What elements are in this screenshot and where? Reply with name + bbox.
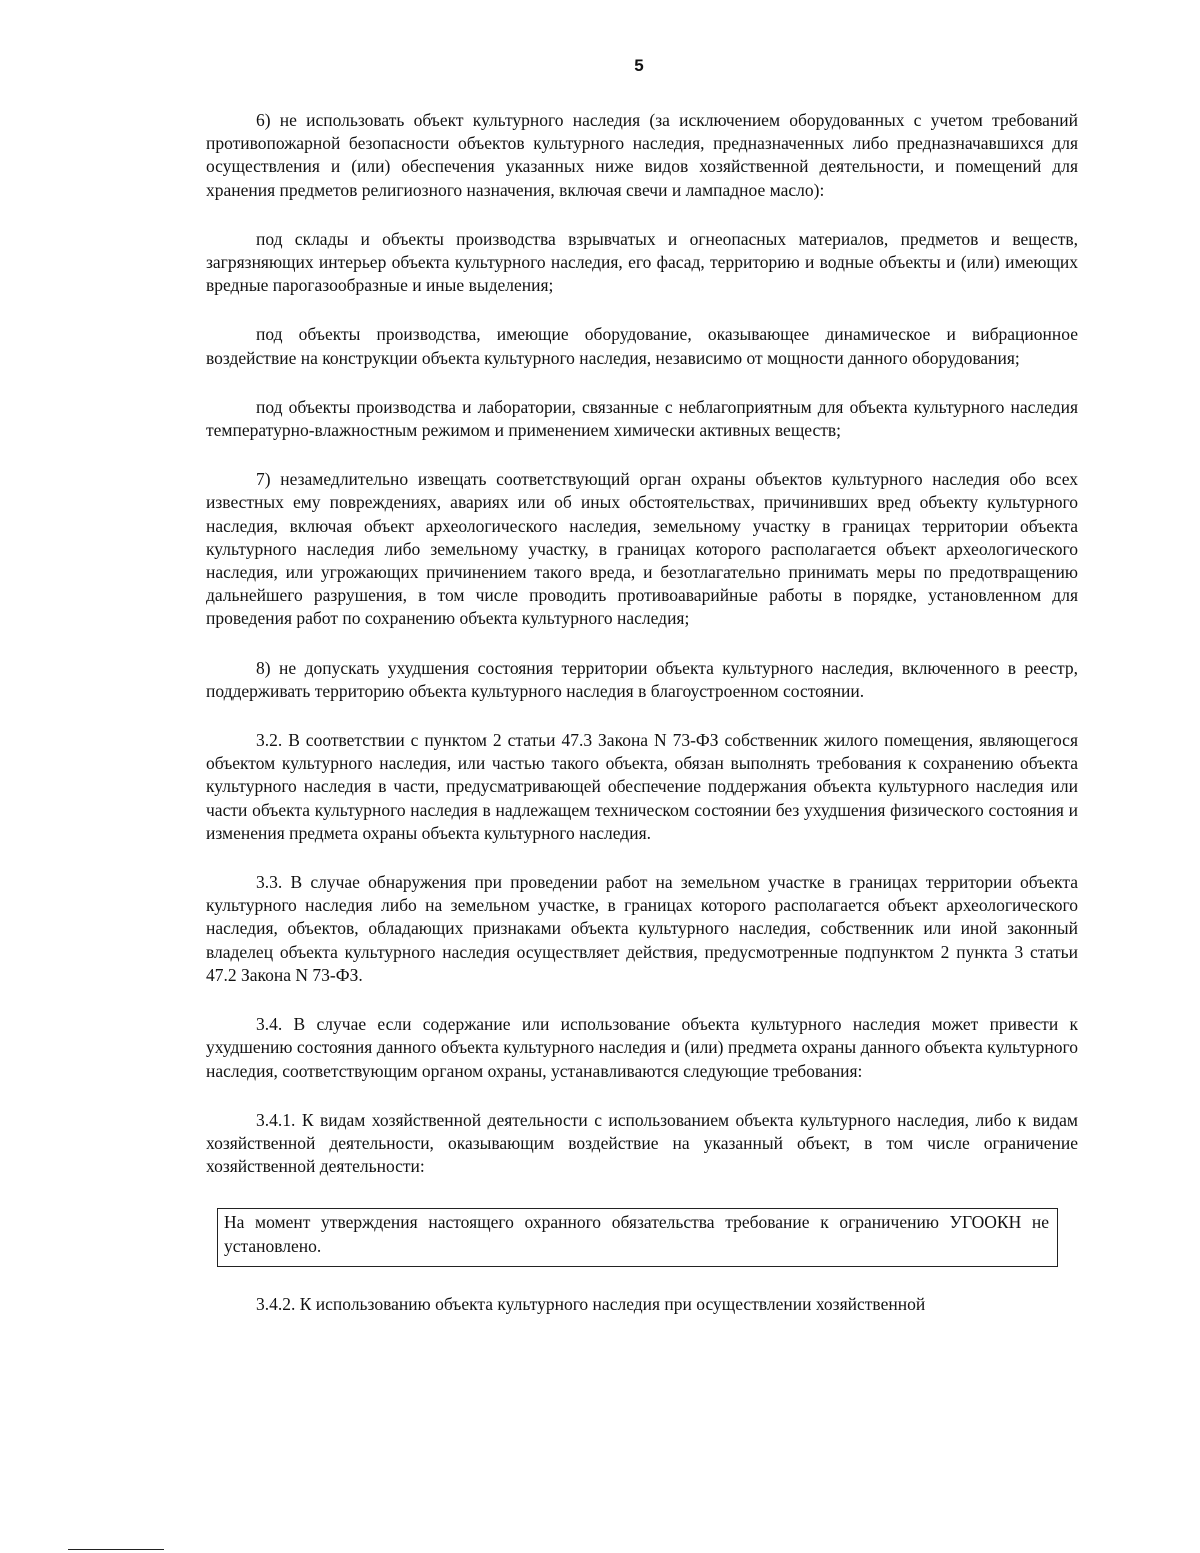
paragraph-laboratories: под объекты производства и лаборатории, связанные с неблагоприятным для объекта культурного наследия температурно-влажностным режимом и применением химически активных веществ;: [206, 396, 1078, 441]
document-body: [206, 109, 1078, 1316]
paragraph-item-8: 8) не допускать ухудшения состояния территории объекта культурного наследия, включенного в реестр, поддерживать территорию объекта культурного наследия в благоустроенном состоянии.: [206, 657, 1078, 701]
paragraph-warehouses: под склады и объекты производства взрывчатых и огнеопасных материалов, предметов и веществ, загрязняющих интерьер объекта культурного наследия, его фасад, территорию и водные объекты и (или) имеющих вредные парогазообразные и иные выделения;: [206, 228, 1078, 296]
paragraph-item-7: 7) незамедлительно извещать соответствующий орган охраны объектов культурного наследия обо всех известных ему повреждениях, авариях или об иных обстоятельствах, причинивших вред объекту культурного наследия, включая объект археологического наследия, земельному участку в границах территории объекта культурного наследия либо земельному участку, в границах которого располагается объект археологического наследия, или угрожающих причинением такого вреда, и безотлагательно принимать меры по предотвращению дальнейшего разрушения, в том числе проводить противоаварийные работы в порядке, установленном для проведения работ по сохранению объекта культурного наследия;: [206, 469, 1078, 629]
paragraph-3-4-1: 3.4.1. К видам хозяйственной деятельности с использованием объекта культурного наследия, либо к видам хозяйственной деятельности, оказывающим воздействие на указанный объект, в том числе ограничение хозяйственной деятельности:: [206, 1109, 1078, 1177]
boxed-note: На момент утверждения настоящего охранного обязательства требование к ограничению УГООКН не установлено.: [217, 1208, 1058, 1266]
paragraph-3-2: 3.2. В соответствии с пунктом 2 статьи 47.3 Закона N 73-ФЗ собственник жилого помещения, являющегося объектом культурного наследия, или частью такого объекта, обязан выполнять требования к сохранению объекта культурного наследия в части, предусматривающей обеспечение поддержания объекта культурного наследия или части объекта культурного наследия в надлежащем техническом состоянии без ухудшения физического состояния и изменения предмета охраны объекта культурного наследия.: [206, 730, 1078, 843]
paragraph-vibration: под объекты производства, имеющие оборудование, оказывающее динамическое и вибрационное воздействие на конструкции объекта культурного наследия, независимо от мощности данного оборудования;: [206, 324, 1078, 368]
paragraph-3-4-2: 3.4.2. К использованию объекта культурного наследия при осуществлении хозяйственной: [256, 1293, 926, 1314]
paragraph-3-4: 3.4. В случае если содержание или использование объекта культурного наследия может привести к ухудшению состояния данного объекта культурного наследия и (или) предмета охраны данного объекта культурного наследия, соответствующим органом охраны, устанавливаются следующие требования:: [206, 1014, 1078, 1081]
paragraph-3-3: 3.3. В случае обнаружения при проведении работ на земельном участке в границах территории объекта культурного наследия либо на земельном участке, в границах которого располагается объект археологического наследия, объектов, обладающих признаками объекта культурного наследия, собственник или иной законный владелец объекта культурного наследия осуществляет действия, предусмотренные подпунктом 2 пункта 3 статьи 47.2 Закона N 73-ФЗ.: [206, 872, 1078, 985]
paragraph-item-6: 6) не использовать объект культурного наследия (за исключением оборудованных с учетом требований противопожарной безопасности объектов культурного наследия, предназначенных либо предназначавшихся для осуществления и (или) обеспечения указанных ниже видов хозяйственной деятельности, и помещений для хранения предметов религиозного назначения, включая свечи и лампадное масло):: [206, 110, 1078, 200]
page-number: 5: [634, 56, 644, 75]
footnote-rule: [68, 1549, 164, 1550]
